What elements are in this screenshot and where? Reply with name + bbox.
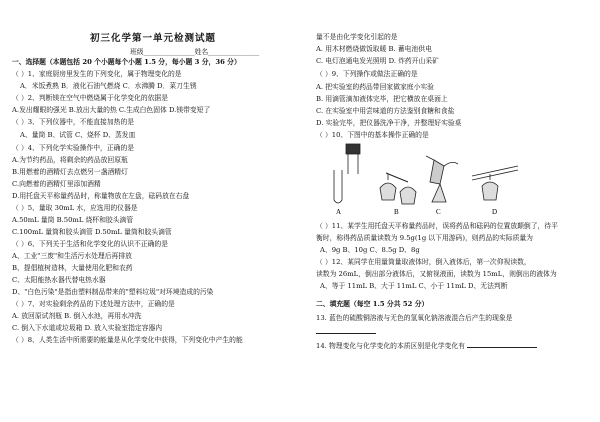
question-1-options: A．米饭煮熟 B．液化石油气燃烧 C．水沸腾 D．菜刀生锈 xyxy=(20,82,197,90)
answer-blank xyxy=(467,340,537,348)
figure-d-heating-tube xyxy=(472,166,518,200)
operation-figure xyxy=(322,140,522,218)
question-11-options: A、9g B、10g C、8.5g D、8g xyxy=(320,246,420,254)
question-4-option-d: D.用托盘天平称量药品时，称量物放在左盘，砝码放在右盘 xyxy=(12,192,190,200)
question-9-option-c: C. 在实验室中用尝味道的方法鉴别食糖和食盐 xyxy=(316,107,455,115)
question-6-option-d: D、"白色污染"是指由塑料制品带来的"塑料垃圾"对环境造成的污染 xyxy=(12,288,214,296)
section2-heading: 二、填充题（每空 1.5 分共 52 分） xyxy=(316,300,429,308)
question-7-options-ab: A. 放回原试剂瓶 B. 倒入水池，再用水冲洗 xyxy=(12,312,142,320)
question-8: （ ）8、人类生活中所需要的能量是从化学变化中获得，下列变化中产生的能 xyxy=(12,336,243,344)
question-4: （ ）4、下列化学实验操作中，正确的是 xyxy=(12,144,135,152)
question-14 xyxy=(316,340,537,351)
question-14-text: 14. 物理变化与化学变化的本质区别是化学变化有 xyxy=(316,342,465,350)
question-5-options-ab: A.50mL 量筒 B.50mL 烧杯和胶头滴管 xyxy=(12,216,134,224)
question-4-option-c: C.向燃着的酒精灯里添加酒精 xyxy=(12,180,101,188)
question-9: （ ）9、下列操作或做法正确的是 xyxy=(316,70,418,78)
question-8-continued: 量不是由化学变化引起的是 xyxy=(316,33,398,41)
question-10: （ ）10、下图中的基本操作正确的是 xyxy=(316,131,429,139)
question-9-option-b: B. 用滴管滴加液体完毕，把它横放在桌面上 xyxy=(316,95,448,103)
question-4-option-b: B.用燃着的酒精灯去点燃另一盏酒精灯 xyxy=(12,168,128,176)
figure-label-d: D xyxy=(492,208,498,216)
question-8-options-cd: C. 电灯泡通电发光照明 D. 炸药开山采矿 xyxy=(316,57,439,65)
exam-title: 初三化学第一单元检测试题 xyxy=(90,33,217,44)
question-12: （ ）12、某同学在用量筒量取液体时，倒入液体后，第一次仰视读数， xyxy=(316,258,531,266)
question-3: （ ）3、下列仪器中，不能直接加热的是 xyxy=(12,118,135,126)
question-5-options-cd: C.100mL 量筒和胶头滴管 D.50mL 量筒和胶头滴管 xyxy=(12,228,172,236)
question-5: （ ）5、量取 30mL 水，应选用的仪器是 xyxy=(12,204,138,212)
question-6: （ ）6、下列关于生活和化学变化的认识不正确的是 xyxy=(12,240,169,248)
figure-c-bottle xyxy=(426,156,458,202)
question-6-option-c: C、太阳能热水器代替电热水器 xyxy=(12,276,106,284)
question-7-options-cd: C. 倒入下水道或垃圾箱 D. 放入实验室指定容器内 xyxy=(12,324,163,332)
question-13-blank-line xyxy=(316,326,376,337)
figure-label-a: A xyxy=(336,208,342,216)
section1-text: 一、选择题（本题包括 20 个小题每个小题 1.5 分，每小题 3 分，36 分） xyxy=(12,58,241,66)
section1-heading xyxy=(12,58,241,67)
class-name-line: 班级_______________姓名_______________ xyxy=(130,48,260,56)
question-11: （ ）11、某学生用托盘天平称量药品时，误将药品和砝码的位置放颠倒了，待平 xyxy=(316,222,558,230)
question-9-option-a: A. 把实验室的药品带回家做家庭小实验 xyxy=(316,83,434,91)
question-2-options: A.发出耀眼的强光 B.放出大量的热 C.生成白色固体 D.镁带变短了 xyxy=(12,106,211,114)
question-13 xyxy=(316,314,513,323)
question-4-option-a: A.为节约药品，将剩余的药品放回原瓶 xyxy=(12,156,128,164)
question-11-continued: 衡时，称得药品质量读数为 9.5g(1g 以下用游码)，则药品的实际质量为 xyxy=(316,234,533,242)
question-2: （ ）2、判断镁在空气中燃烧属于化学变化的依据是 xyxy=(12,94,169,102)
question-12-continued: 读数为 26mL，倒出部分液体后，又俯视液面，读数为 15mL，则倒出的液体为 xyxy=(316,270,557,278)
question-8-options-ab: A. 用木材燃烧做饭取暖 B. 蓄电池供电 xyxy=(316,45,432,53)
answer-blank xyxy=(316,326,376,334)
figure-label-b: B xyxy=(394,208,399,216)
question-7: （ ）7、对实验剩余药品的下述处理方法中，正确的是 xyxy=(12,300,175,308)
question-6-option-b: B、提倡植树造林，大量使用化肥和农药 xyxy=(12,264,133,272)
question-9-option-d: D. 实验完毕，把仪器洗净干净，并整理好实验桌 xyxy=(316,119,462,127)
figure-a-dropper xyxy=(334,144,360,203)
question-12-options: A、等于 11mL B、大于 11mL C、小于 11mL D、无法判断 xyxy=(320,282,508,290)
question-13-text: 13. 蓝色的硫酸铜溶液与无色的氢氧化钠溶液混合后产生的现象是 xyxy=(316,314,513,322)
figure-b-alcohol-lamps xyxy=(380,173,416,204)
figure-label-c: C xyxy=(436,208,441,216)
question-6-option-a: A、工业"三废"和生活污水处理后再排放 xyxy=(12,252,132,260)
question-1: （ ）1、家庭厨房里发生的下列变化，属于物理变化的是 xyxy=(12,70,182,78)
question-3-options: A、量筒 B、试管 C、烧杯 D、蒸发皿 xyxy=(20,131,136,139)
